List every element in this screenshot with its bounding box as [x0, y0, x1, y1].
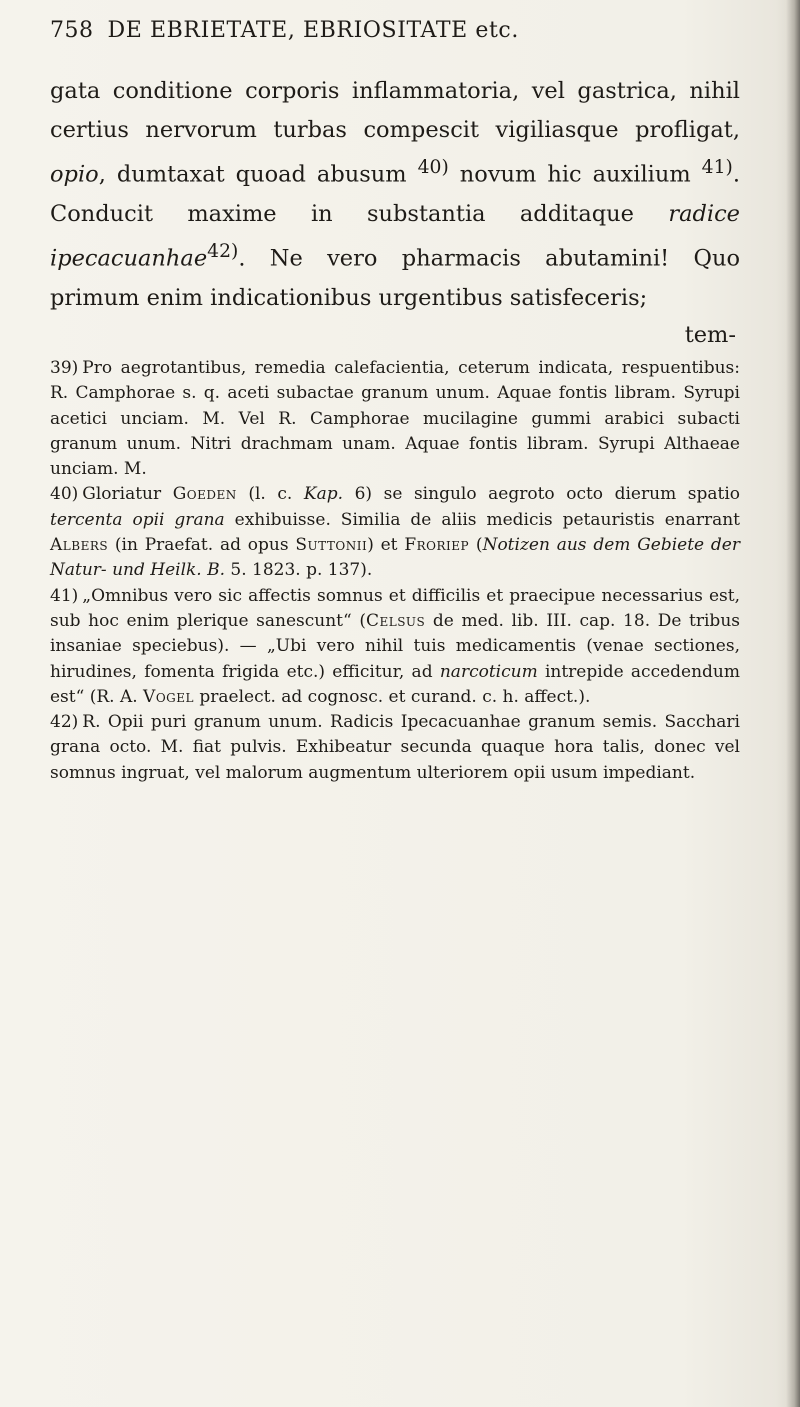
- footnote-41: 41) „Omnibus vero sic affectis somnus et difficilis et praecipue necessarius est, sub hoc enim plerique sanescunt“ (Celsus de med. lib. III. cap. 18. De tribus insaniae speciebus). — „Ubi vero nihil tuis medicamentis (venae sectiones, hirudines, fomenta frigida etc.) efficitur, ad narcoticum intrepide accedendum est“ (R. A. Vogel praelect. ad cognosc. et curand. c. h. affect.).: [50, 585, 740, 707]
- footnote-40: 40) Gloriatur Goeden (l. c. Kap. 6) se singulo aegroto octo dierum spatio tercenta opii grana exhibuisse. Similia de aliis medicis petauristis enarrant Albers (in Praefat. ad opus Suttonii) et Froriep (Notizen aus dem Gebiete der Natur- und Heilk. B. 5. 1823. p. 137).: [50, 484, 741, 581]
- footnotes: [50, 356, 740, 786]
- footnote-42: 42) R. Opii puri granum unum. Radicis Ipecacuanhae granum semis. Sacchari grana octo. M. fiat pulvis. Exhibeatur secunda quaque hora talis, donec vel somnus ingruat, vel malorum augmentum ulteriorem opii usum impediant.: [50, 712, 740, 783]
- main-text: [50, 72, 740, 353]
- footnote-39: 39) Pro aegrotantibus, remedia calefacientia, ceterum indicata, respuentibus: R. Camphorae s. q. aceti subactae granum unum. Aquae fontis libram. Syrupi acetici unciam. M. Vel R. Camphorae mucilagine gummi arabici subacti granum unum. Nitri drachmam unam. Aquae fontis libram. Syrupi Althaeae unciam. M.: [50, 358, 740, 480]
- running-title: DE EBRIETATE, EBRIOSITATE etc.: [107, 18, 519, 43]
- running-header: [50, 18, 740, 43]
- catchword: tem-: [684, 322, 736, 349]
- main-paragraph: gata conditione corporis inflammatoria, vel gastrica, nihil certius nervorum turbas compescit vigiliasque profligat, opio, dumtaxat quoad abusum $^{40)}$ novum hic auxilium $^{41)}$. Conducit maxime in substantia additaque radice ipecacuanhae$^{42)}$. Ne vero pharmacis abutamini! Quo primum enim indicationibus urgentibus satisfeceris;: [50, 78, 740, 311]
- page-edge-shadow: [786, 0, 800, 1407]
- page-number: 758: [50, 18, 94, 43]
